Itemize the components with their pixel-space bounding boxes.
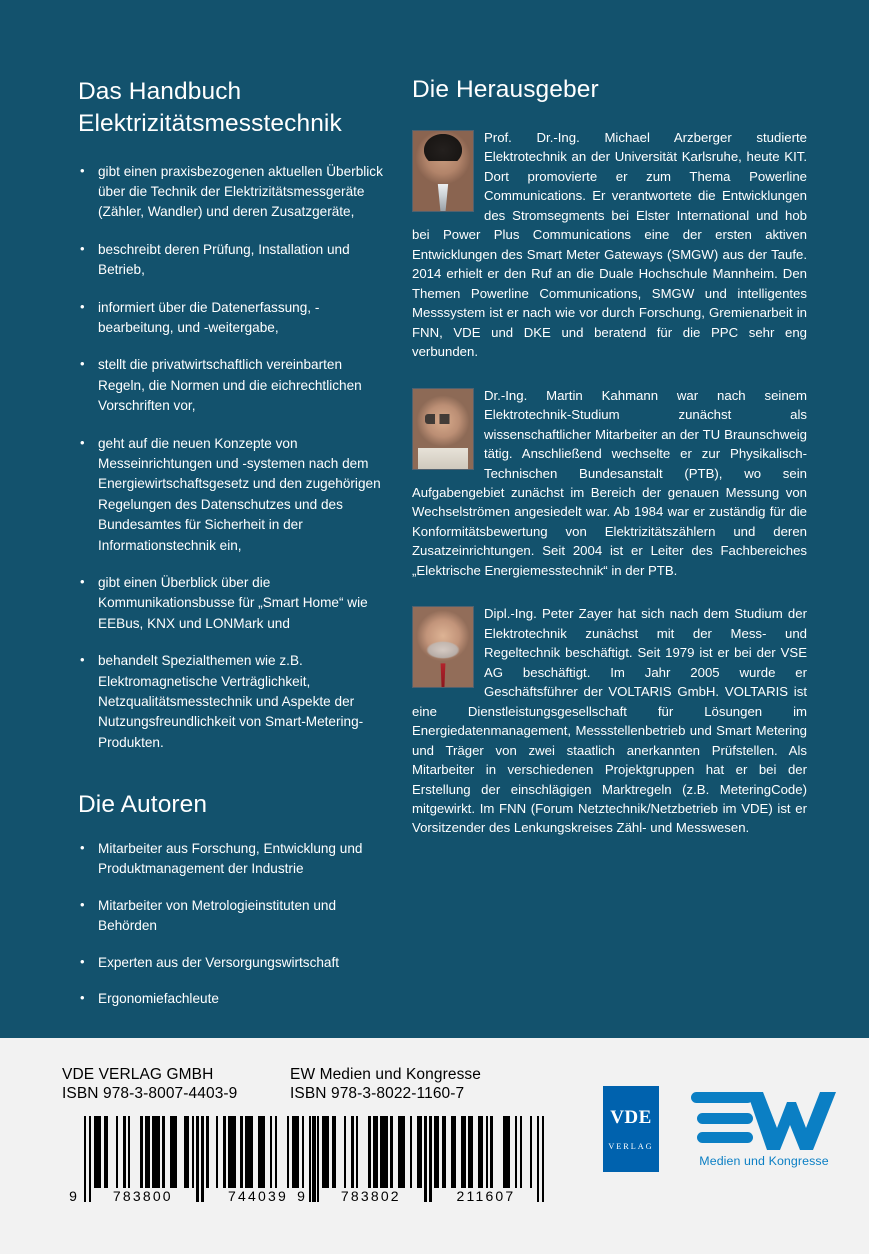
barcode-vde	[62, 1116, 316, 1202]
barcode-bars	[62, 1116, 316, 1188]
barcode-digits: 9 783802 211607	[297, 1187, 516, 1204]
portrait-michael-arzberger	[412, 130, 474, 212]
cover-footer	[0, 1038, 869, 1254]
list-item: • geht auf die neuen Konzepte von Messeinrichtungen und -systemen nach dem Energiewirtschaftsgesetz und den zugehörigen Regelungen des Datenschutzes und des Bundesamtes für Sicherheit in der Informationstechnik ein,	[78, 434, 386, 556]
list-item: • Experten aus der Versorgungswirtschaft	[78, 953, 386, 973]
title-line-2: Elektrizitätsmesstechnik	[78, 109, 342, 137]
authors-heading: Die Autoren	[78, 791, 208, 819]
list-item: • gibt einen Überblick über die Kommunikationsbusse für „Smart Home“ wie EEBus, KNX und LONMark und	[78, 573, 386, 634]
editor-entry	[412, 386, 807, 581]
publisher-block-vde	[62, 1066, 316, 1202]
publisher-name: VDE VERLAG GMBH	[62, 1066, 214, 1083]
editors-heading: Die Herausgeber	[412, 76, 599, 103]
list-item: • beschreibt deren Prüfung, Installation und Betrieb,	[78, 240, 386, 281]
portrait-peter-zayer	[412, 606, 474, 688]
ew-medien-logo	[689, 1086, 839, 1168]
authors-list	[78, 839, 386, 1009]
list-item: • Mitarbeiter von Metrologieinstituten und Behörden	[78, 896, 386, 937]
isbn-label: ISBN 978-3-8007-4403-9	[62, 1084, 238, 1102]
barcode-digits: 9 783800 744039	[69, 1187, 288, 1204]
portrait-martin-kahmann	[412, 388, 474, 470]
page-title	[78, 76, 386, 140]
editor-bio-text: Dr.-Ing. Martin Kahmann war nach seinem Elektrotechnik-Studium zunächst als wissenschaftlicher Mitarbeiter an der TU Braunschweig tätig. Anschließend wechselte er zur Physikalisch-Technischen Bundesanstalt (PTB), wo sein Aufgabengebiet zunächst im Bereich der genauen Messung von Wechselströmen angesiedelt war. Ab 1984 war er zuständig für die Konformitätsbewertung von Elektrizitätszählern und deren Zusatzeinrichtungen. Seit 2004 ist er Leiter des Fachbereiches „Elektrische Energiemesstechnik“ in der PTB.	[412, 387, 807, 578]
features-list	[78, 162, 386, 753]
editor-entry	[412, 128, 807, 362]
right-column	[404, 0, 869, 1038]
editor-bio-text: Prof. Dr.-Ing. Michael Arzberger studierte Elektrotechnik an der Universität Karlsruhe, heute KIT. Dort promovierte er zum Thema Powerline Communications. Er verantwortete die Entwicklungen des Stromsegments bei Elster International und hob bei Power Plus Communications eine der ersten aktiven Entwicklungen des Smart Meter Gateways (SMGW) aus der Taufe. 2014 erhielt er den Ruf an die Duale Hochschule Mannheim. Den Themen Powerline Communications, SMGW und intelligentes Messsystem ist er nach wie vor durch Forschung, Gremienarbeit in FNN, VDE und DKE und beratend für die PPC sehr eng verbunden.	[412, 130, 807, 360]
list-item: • informiert über die Datenerfassung, -bearbeitung, und -weitergabe,	[78, 298, 386, 339]
list-item: • stellt die privatwirtschaftlich vereinbarten Regeln, die Normen und die eichrechtlichen Vorschriften vor,	[78, 355, 386, 416]
list-item: • gibt einen praxisbezogenen aktuellen Überblick über die Technik der Elektrizitätsmessgeräte (Zähler, Wandler) und deren Zusatzgeräte,	[78, 162, 386, 223]
list-item: • Mitarbeiter aus Forschung, Entwicklung und Produktmanagement der Industrie	[78, 839, 386, 880]
left-column	[0, 0, 404, 1038]
list-item: • Ergonomiefachleute	[78, 989, 386, 1009]
ew-mark-icon	[689, 1086, 839, 1152]
publisher-name: EW Medien und Kongresse	[290, 1066, 481, 1083]
barcode-ew	[290, 1116, 544, 1202]
publisher-block-ew	[290, 1066, 544, 1202]
list-item: • behandelt Spezialthemen wie z.B. Elektromagnetische Verträglichkeit, Netzqualitätsmesstechnik und Aspekte der Nutzungsfreundlichkeit von Smart-Metering-Produkten.	[78, 651, 386, 753]
editor-entry	[412, 604, 807, 838]
vde-logo-top: VDE	[610, 1107, 652, 1129]
publisher-logos	[603, 1086, 839, 1172]
vde-logo-bottom: VERLAG	[608, 1142, 654, 1152]
barcode-bars	[290, 1116, 544, 1188]
vde-verlag-logo	[603, 1086, 659, 1172]
isbn-label: ISBN 978-3-8022-1160-7	[290, 1084, 465, 1102]
ew-logo-caption: Medien und Kongresse	[699, 1154, 829, 1168]
editor-bio-text: Dipl.-Ing. Peter Zayer hat sich nach dem Studium der Elektrotechnik zunächst mit der Mess- und Regeltechnik beschäftigt. Seit 1979 ist er bei der VSE AG beschäftigt. Im Jahr 2005 wurde er Geschäftsführer der VOLTARIS GmbH. VOLTARIS ist eine Dienstleistungsgesellschaft für Lösungen im Energiedatenmanagement, Messstellenbetrieb und Smart Metering und Träger von zwei staatlich anerkannten Prüfstellen. Als Mitarbeiter in verschiedenen Projektgruppen hat er bei der Erstellung der einschlägigen Marktregeln (z.B. MeteringCode) mitgewirkt. Im FNN (Forum Netztechnik/Netzbetrieb im VDE) ist er Vorsitzender des Lenkungskreises Zähl- und Messwesen.	[412, 606, 807, 836]
title-line-1: Das Handbuch	[78, 78, 242, 105]
